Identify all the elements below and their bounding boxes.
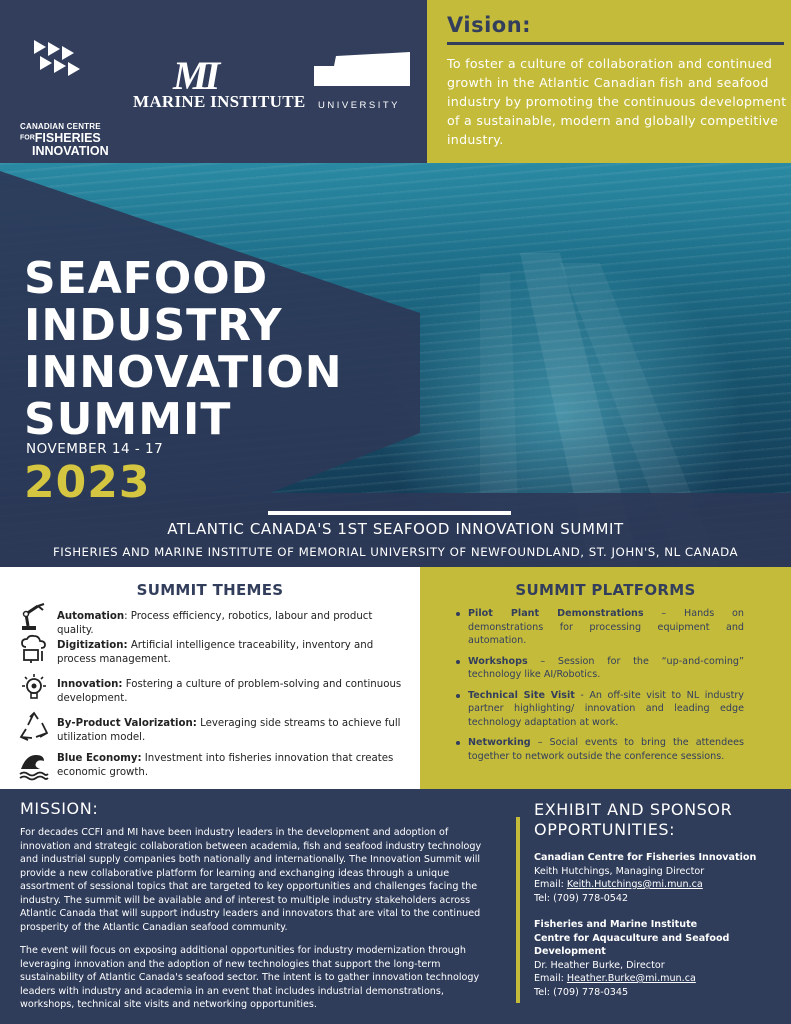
- lightbulb-icon: [18, 672, 50, 704]
- contact-email-label: Email:: [534, 879, 567, 890]
- mun-name-line1: MEMORIAL: [318, 86, 392, 97]
- wave-icon: [18, 749, 50, 781]
- platform-name: Networking: [468, 737, 531, 748]
- recycle-icon: [18, 711, 50, 743]
- mission-paragraph: For decades CCFI and MI have been industry leaders in the development and adoption of innovation and strategic collaboration between academia, fish and seafood industry technology and industrial supply companies both nationally and internationally. The Innovation Summit will provide a new collaborative platform for learning and exchanging ideas through a unique assortment of sessional topics that are targeted to key opportunities and challenges facing the industry. The summit will be available and of interest to multiple industry stakeholders across Atlantic Canada that will support industry leaders and innovators that are vital to the continued prosperity of the Atlantic Canadian seafood community.: [20, 827, 482, 933]
- summit-title: [24, 255, 343, 443]
- themes-title: SUMMIT THEMES: [136, 581, 284, 599]
- exhibit-title: EXHIBIT AND SPONSOR OPPORTUNITIES:: [534, 800, 733, 839]
- vision-text: To foster a culture of collaboration and continued growth in the Atlantic Canadian fish and seafood industry by promoting the continuous development of a sustainable, modern and globally competitive industry.: [447, 56, 787, 147]
- summit-themes-panel: [0, 567, 420, 789]
- summit-title-line: SEAFOOD: [24, 253, 269, 304]
- summit-title-line: SUMMIT: [24, 394, 232, 445]
- theme-name: By-Product Valorization:: [57, 718, 197, 729]
- theme-item: [14, 633, 414, 673]
- cloud-computer-icon: [18, 633, 50, 665]
- theme-item: [14, 711, 414, 751]
- contact-org-centre: Centre for Aquaculture and Seafood Development: [534, 932, 730, 957]
- hero-banner: [0, 163, 791, 567]
- vision-title: Vision:: [447, 13, 532, 37]
- platform-item: [468, 655, 744, 682]
- ccfi-name-line1: CANADIAN CENTRE: [20, 122, 101, 131]
- mission-title: MISSION:: [20, 799, 99, 818]
- theme-description: Investment into fisheries innovation that creates economic growth.: [57, 753, 394, 778]
- theme-name: Innovation:: [57, 679, 123, 690]
- contact-org: Canadian Centre for Fisheries Innovation: [534, 852, 757, 863]
- contact-phone: Tel: (709) 778-0542: [534, 892, 629, 904]
- ccfi-name-block: [20, 132, 109, 157]
- theme-text: [57, 678, 407, 705]
- platform-description: – Session for the “up-and-coming” technology like AI/Robotics.: [468, 655, 744, 680]
- theme-text: [57, 752, 407, 779]
- platform-description: – Hands on demonstrations for processing equipment and automation.: [468, 608, 744, 646]
- theme-description: Artificial intelligence traceability, inventory and process management.: [57, 640, 374, 665]
- vision-divider: [447, 42, 784, 45]
- theme-name: Blue Economy:: [57, 753, 142, 764]
- theme-description: Leveraging side streams to achieve full utilization model.: [57, 718, 401, 743]
- platform-item: [468, 689, 744, 730]
- vision-panel: [427, 0, 791, 163]
- ccfi-triangles-icon: [32, 40, 92, 80]
- platform-item: [468, 736, 744, 763]
- contact-phone: Tel: (709) 778-0345: [534, 986, 629, 998]
- platform-item: [468, 607, 744, 648]
- section-divider: [516, 817, 520, 1003]
- theme-description: Fostering a culture of problem-solving and continuous development.: [57, 679, 402, 704]
- summit-dates: NOVEMBER 14 - 17: [26, 441, 164, 457]
- theme-text: [57, 639, 407, 666]
- robot-arm-icon: [18, 600, 50, 632]
- contact-block: [534, 851, 791, 905]
- logo-bar: [0, 0, 427, 163]
- platform-name: Workshops: [468, 655, 528, 667]
- theme-item: [14, 672, 414, 712]
- contact-block: [534, 918, 791, 999]
- theme-name: Automation: [57, 611, 125, 622]
- summit-location: FISHERIES AND MARINE INSTITUTE OF MEMORIAL UNIVERSITY OF NEWFOUNDLAND, ST. JOHN'S, NL CANADA: [52, 545, 739, 559]
- summit-subtitle: ATLANTIC CANADA'S 1ST SEAFOOD INNOVATION SUMMIT: [167, 520, 624, 538]
- contact-org: Fisheries and Marine Institute: [534, 919, 698, 930]
- contact-person: Keith Hutchings, Managing Director: [534, 865, 705, 877]
- contact-email-link[interactable]: Keith.Hutchings@mi.mun.ca: [566, 879, 703, 890]
- hero-divider: [268, 511, 511, 515]
- theme-text: [57, 717, 407, 744]
- mi-name: MARINE INSTITUTE: [133, 92, 306, 111]
- mi-mark: MI: [173, 53, 217, 98]
- contact-email-label: Email:: [534, 973, 567, 984]
- mission-paragraph: The event will focus on exposing additional opportunities for industry modernization through leveraging innovation and the adoption of new technologies that support the long-term sustainability of Atlantic Canada's seafood sector. The intent is to gather innovation technology leaders with industry and academia in an event that includes industrial demonstrations, workshops, technical site visits and networking opportunities.: [20, 945, 480, 1010]
- summit-platforms-panel: [420, 567, 791, 789]
- header: [0, 0, 791, 163]
- ccfi-for: FOR: [20, 134, 35, 142]
- platform-name: Technical Site Visit: [468, 689, 575, 701]
- platforms-list: [468, 607, 744, 770]
- mun-building-icon: [314, 52, 412, 88]
- theme-name: Digitization:: [57, 640, 128, 651]
- summit-year: 2023: [24, 457, 151, 508]
- contact-person: Dr. Heather Burke, Director: [534, 959, 665, 971]
- summit-title-line: INDUSTRY: [24, 300, 283, 351]
- ccfi-name-line3: INNOVATION: [32, 143, 109, 158]
- platform-description: - An off-site visit to NL industry partner highlighting/ innovation and leading edge technology adaptation at work.: [468, 689, 744, 728]
- mission-section: [0, 789, 791, 1024]
- platform-name: Pilot Plant Demonstrations: [468, 608, 644, 619]
- theme-description: : Process efficiency, robotics, labour and product quality.: [57, 611, 373, 636]
- theme-item: [14, 749, 414, 789]
- summit-title-line: INNOVATION: [24, 347, 343, 398]
- platform-description: – Social events to bring the attendees together to network outside the conference sessions.: [468, 737, 744, 762]
- mun-name-line2: UNIVERSITY: [318, 100, 401, 111]
- ccfi-name-line2: FISHERIES: [34, 131, 101, 145]
- platforms-title: SUMMIT PLATFORMS: [515, 581, 696, 599]
- contact-email-link[interactable]: Heather.Burke@mi.mun.ca: [566, 973, 696, 984]
